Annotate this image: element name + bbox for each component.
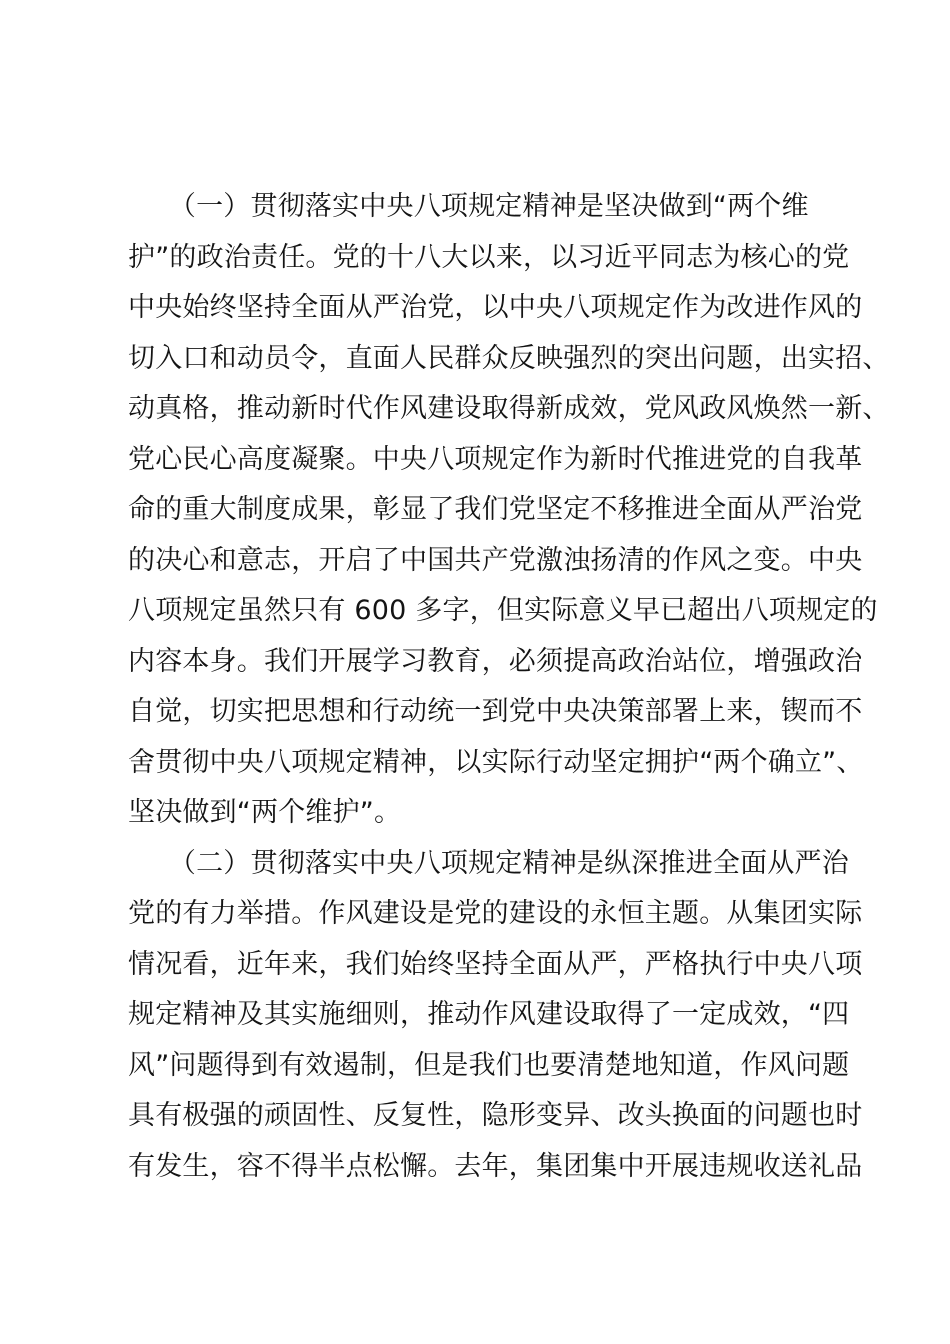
text-line: 自觉，切实把思想和行动统一到党中央决策部署上来，锲而不 (128, 696, 863, 727)
paragraph-1 (128, 182, 890, 839)
text-line: 命的重大制度成果，彰显了我们党坚定不移推进全面从严治党 (128, 494, 863, 525)
text-line: 护”的政治责任。党的十八大以来，以习近平同志为核心的党 (128, 241, 850, 273)
text-line: 情况看，近年来，我们始终坚持全面从严，严格执行中央八项 (128, 948, 863, 980)
text-line: 规定精神及其实施细则，推动作风建设取得了一定成效，“四 (128, 999, 850, 1030)
text-line: 风”问题得到有效遏制，但是我们也要清楚地知道，作风问题 (128, 1049, 850, 1081)
text-line: 的决心和意志，开启了中国共产党激浊扬清的作风之变。中央 (128, 544, 863, 576)
text-line: 坚决做到“两个维护”。 (128, 797, 402, 828)
text-line: 舍贯彻中央八项规定精神，以实际行动坚定拥护“两个确立”、 (128, 746, 864, 778)
text-line: 中央始终坚持全面从严治党，以中央八项规定作为改进作风的 (128, 292, 863, 323)
text-line: 有发生，容不得半点松懈。去年，集团集中开展违规收送礼品 (128, 1150, 863, 1182)
text-line: （一）贯彻落实中央八项规定精神是坚决做到“两个维 (128, 191, 809, 222)
text-line: 具有极强的顽固性、反复性，隐形变异、改头换面的问题也时 (128, 1100, 863, 1131)
text-line: 党的有力举措。作风建设是党的建设的永恒主题。从集团实际 (128, 898, 863, 929)
text-line: 八项规定虽然只有 600 多字，但实际意义早已超出八项规定的 (128, 595, 878, 626)
paragraph-2 (128, 839, 863, 1193)
body-text (128, 182, 890, 1192)
text-line: 动真格，推动新时代作风建设取得新成效，党风政风焕然一新、 (128, 393, 890, 424)
text-line: 内容本身。我们开展学习教育，必须提高政治站位，增强政治 (128, 645, 863, 677)
text-line: （二）贯彻落实中央八项规定精神是纵深推进全面从严治 (128, 847, 849, 879)
text-line: 党心民心高度凝聚。中央八项规定作为新时代推进党的自我革 (128, 443, 863, 475)
text-line: 切入口和动员令，直面人民群众反映强烈的突出问题，出实招、 (128, 342, 890, 374)
